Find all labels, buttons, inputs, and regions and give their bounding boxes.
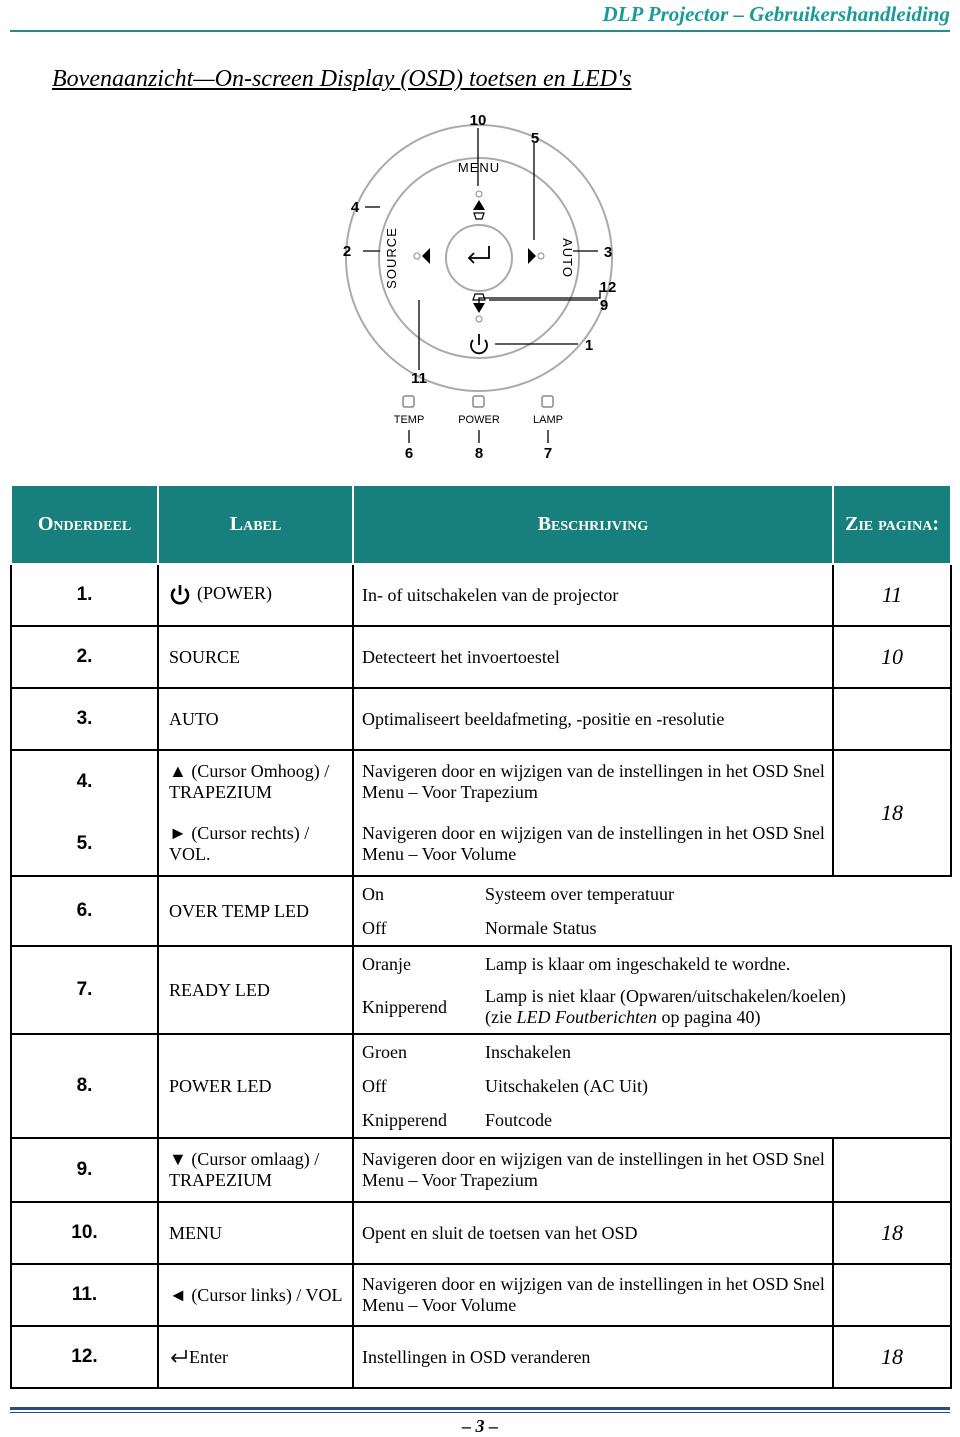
row-num: 7. <box>11 946 158 1034</box>
table-row <box>11 564 951 626</box>
menu-text: MENU <box>457 160 501 175</box>
state-desc: Lamp is klaar om ingeschakeld te wordne. <box>485 953 791 974</box>
row-label-4: ▲ (Cursor Omhoog) / TRAPEZIUM <box>169 761 330 802</box>
row-label-text: (POWER) <box>197 583 272 604</box>
header-title: DLP Projector – Gebruikershandleiding <box>602 2 950 26</box>
state-name: Knipperend <box>362 1109 447 1130</box>
row-page: 18 <box>833 1326 951 1388</box>
row-num: 6. <box>11 876 158 946</box>
row-label <box>158 564 353 626</box>
section-title: Bovenaanzicht—On-screen Display (OSD) toetsen en LED's <box>52 66 632 92</box>
table-row <box>11 1138 951 1202</box>
row-label-5: ► (Cursor rechts) / VOL. <box>169 823 310 864</box>
header-part: Onderdeel <box>11 485 158 564</box>
power-icon <box>169 583 191 607</box>
lamp-led-icon <box>542 396 553 407</box>
state-desc: Normale Status <box>485 917 597 938</box>
table-row <box>11 688 951 750</box>
row-label: ◄ (Cursor links) / VOL <box>158 1264 353 1326</box>
row-desc-5: Navigeren door en wijzigen van de instellingen in het OSD Snel Menu – Voor Volume <box>362 823 825 864</box>
state-name: Knipperend <box>362 996 447 1017</box>
up-arrow-icon <box>473 191 485 219</box>
power-led-icon <box>473 396 484 407</box>
row-desc: Opent en sluit de toetsen van het OSD <box>353 1202 833 1264</box>
temp-led-icon <box>403 396 414 407</box>
table-row <box>11 750 951 876</box>
row-label: MENU <box>158 1202 353 1264</box>
state-desc: Inschakelen <box>485 1041 571 1062</box>
table-row <box>11 626 951 688</box>
callout-9: 9 <box>599 297 609 314</box>
row-num: 1. <box>11 564 158 626</box>
row-desc: In- of uitschakelen van de projector <box>353 564 833 626</box>
state-desc: Systeem over temperatuur <box>485 883 674 904</box>
table-header-row <box>11 485 951 564</box>
state-desc: Uitschakelen (AC Uit) <box>485 1075 648 1096</box>
state-name: On <box>362 883 384 904</box>
row-label <box>158 750 353 876</box>
row-desc: Instellingen in OSD veranderen <box>353 1326 833 1388</box>
row-label: AUTO <box>158 688 353 750</box>
callout-1: 1 <box>584 337 594 354</box>
table-row <box>11 1202 951 1264</box>
power-icon <box>471 334 487 353</box>
led-label-temp: TEMP <box>393 414 425 426</box>
callout-8: 8 <box>474 445 484 462</box>
led-label-power: POWER <box>458 414 500 426</box>
callout-5: 5 <box>530 130 540 147</box>
row-page: 18 <box>833 750 951 876</box>
row-states <box>353 876 951 946</box>
row-page <box>833 1138 951 1202</box>
header-label: Label <box>158 485 353 564</box>
row-page <box>833 688 951 750</box>
row-desc: Navigeren door en wijzigen van de instellingen in het OSD Snel Menu – Voor Trapezium <box>353 1138 833 1202</box>
state-desc: Foutcode <box>485 1109 552 1130</box>
source-text: SOURCE <box>384 227 399 289</box>
row-num: 10. <box>11 1202 158 1264</box>
callout-2: 2 <box>342 243 352 260</box>
row-num <box>11 750 158 876</box>
callout-4: 4 <box>350 199 360 216</box>
row-desc <box>353 750 833 876</box>
row-label: SOURCE <box>158 626 353 688</box>
row-page: 10 <box>833 626 951 688</box>
row-num: 2. <box>11 626 158 688</box>
callout-12: 12 <box>599 279 617 296</box>
state-desc: Lamp is niet klaar (Opwaren/uitschakelen/koelen) (zie LED Foutberichten op pagina 40) <box>485 986 846 1027</box>
row-label-text: Enter <box>189 1346 228 1367</box>
led-indicators <box>403 396 553 407</box>
enter-icon <box>169 1347 189 1367</box>
table-row <box>11 1326 951 1388</box>
callout-3: 3 <box>603 244 613 261</box>
table-row <box>11 946 951 1034</box>
osd-spec-table <box>10 484 952 1389</box>
footer-rule <box>10 1407 950 1410</box>
row-page <box>833 1264 951 1326</box>
row-label: ▼ (Cursor omlaag) / TRAPEZIUM <box>158 1138 353 1202</box>
row-desc: Optimaliseert beeldafmeting, -positie en -resolutie <box>353 688 833 750</box>
row-page: 18 <box>833 1202 951 1264</box>
row-num: 12. <box>11 1326 158 1388</box>
table-row <box>11 1264 951 1326</box>
row-desc-4: Navigeren door en wijzigen van de instellingen in het OSD Snel Menu – Voor Trapezium <box>362 761 825 802</box>
right-arrow-icon <box>528 248 544 264</box>
state-name: Off <box>362 1075 387 1096</box>
row-label: READY LED <box>158 946 353 1034</box>
row-states <box>353 946 951 1034</box>
row-desc: Detecteert het invoertoestel <box>353 626 833 688</box>
row-num: 8. <box>11 1034 158 1138</box>
row-num-5: 5. <box>76 833 93 854</box>
row-desc: Navigeren door en wijzigen van de instellingen in het OSD Snel Menu – Voor Volume <box>353 1264 833 1326</box>
led-label-lamp: LAMP <box>533 414 563 426</box>
auto-text: AUTO <box>560 238 575 278</box>
table-row <box>11 876 951 946</box>
header-page: Zie pagina: <box>833 485 951 564</box>
callout-10: 10 <box>469 112 487 129</box>
row-states <box>353 1034 951 1138</box>
enter-icon <box>469 246 489 263</box>
row-label: OVER TEMP LED <box>158 876 353 946</box>
callout-6: 6 <box>404 445 414 462</box>
row-label: POWER LED <box>158 1034 353 1138</box>
footer-page-number: – 3 – <box>462 1416 498 1436</box>
footer-rule-thin <box>10 1412 950 1413</box>
row-num: 11. <box>11 1264 158 1326</box>
row-num: 3. <box>11 688 158 750</box>
callout-7: 7 <box>543 445 553 462</box>
row-num: 9. <box>11 1138 158 1202</box>
table-row <box>11 1034 951 1138</box>
state-name: Off <box>362 917 387 938</box>
header-description: Beschrijving <box>353 485 833 564</box>
state-name: Groen <box>362 1041 407 1062</box>
left-arrow-icon <box>414 248 430 264</box>
callout-11: 11 <box>411 370 427 387</box>
control-panel-diagram <box>0 0 960 480</box>
row-label <box>158 1326 353 1388</box>
state-name: Oranje <box>362 953 411 974</box>
row-num-4: 4. <box>76 771 93 792</box>
row-page: 11 <box>833 564 951 626</box>
